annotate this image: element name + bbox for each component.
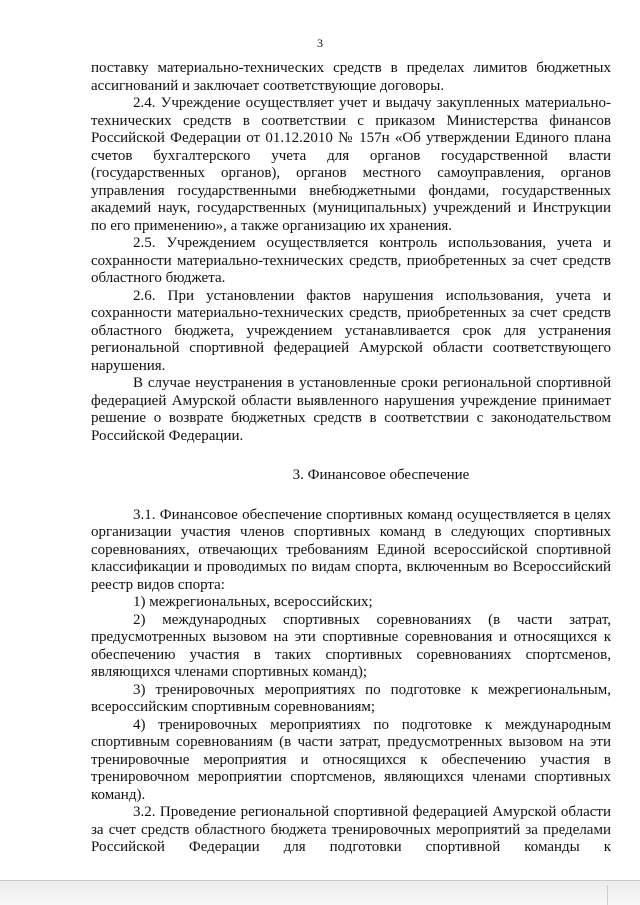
paragraph-non-elimination: В случае неустранения в установленные сроки региональной спортивной федерацией Амурской области выявленного нарушения учреждение принимает решение о возврате бюджетных средств в соответствии с законодательством Российской Федерации.: [91, 375, 611, 444]
list-item-2: 2) международных спортивных соревнованиях (в части затрат, предусмотренных вызовом на эти спортивные соревнования и относящихся к обеспечению участия в таких спортивных соревнованиях спортсменов, являющихся членами спортивных команд);: [91, 611, 611, 680]
paragraph-3-1: 3.1. Финансовое обеспечение спортивных команд осуществляется в целях организации участия членов спортивных команд в следующих спортивных соревнованиях, отвечающих требованиям Единой всероссийской спортивной классификации и проводимых по видам спорта, включенным во Всероссийский реестр видов спорта:: [91, 506, 611, 593]
list-item-3: 3) тренировочных мероприятиях по подготовке к межрегиональным, всероссийским спортивным соревнованиям;: [91, 681, 611, 715]
paragraph-2-4: 2.4. Учреждение осуществляет учет и выдачу закупленных материально-технических средств в соответствии с приказом Министерства финансов Российской Федерации от 01.12.2010 № 157н «Об утверждении Единого плана счетов бухгалтерского учета для органов государственной власти (государственных органов), органов местного самоуправления, органов управления государственными внебюджетными фондами, государственных академий наук, государственных (муниципальных) учреждений и Инструкции по его применению», а также организацию их хранения.: [91, 95, 611, 234]
section-heading-3: 3. Финансовое обеспечение: [292, 467, 470, 483]
paragraph-3-2: 3.2. Проведение региональной спортивной федерацией Амурской области за счет средств областного бюджета тренировочных мероприятий за пределами Российской Федерации для подготовки спортивной команды к: [91, 804, 611, 855]
page-number: 3: [317, 36, 323, 50]
page-bottom-edge: [0, 880, 640, 905]
paragraph-2-5: 2.5. Учреждением осуществляется контроль использования, учета и сохранности материально-технических средств, приобретенных за счет средств областного бюджета.: [91, 235, 611, 286]
list-item-4: 4) тренировочных мероприятиях по подготовке к международным спортивным соревнованиям (в части затрат, предусмотренных вызовом на эти тренировочные мероприятия и относящихся к обеспечению участия в тренировочном мероприятии спортсменов, являющихся членами спортивных команд).: [91, 716, 611, 803]
paragraph-continuation: поставку материально-технических средств в пределах лимитов бюджетных ассигнований и заключает соответствующие договоры.: [91, 60, 611, 94]
page-fold-corner: [607, 885, 622, 905]
paragraph-2-6: 2.6. При установлении фактов нарушения использования, учета и сохранности материально-технических средств, приобретенных за счет средств областного бюджета, учреждением устанавливается срок для устранения региональной спортивной федерацией Амурской области соответствующего нарушения.: [91, 287, 611, 374]
list-item-1: 1) межрегиональных, всероссийских;: [133, 594, 373, 610]
document-body: [91, 60, 611, 857]
